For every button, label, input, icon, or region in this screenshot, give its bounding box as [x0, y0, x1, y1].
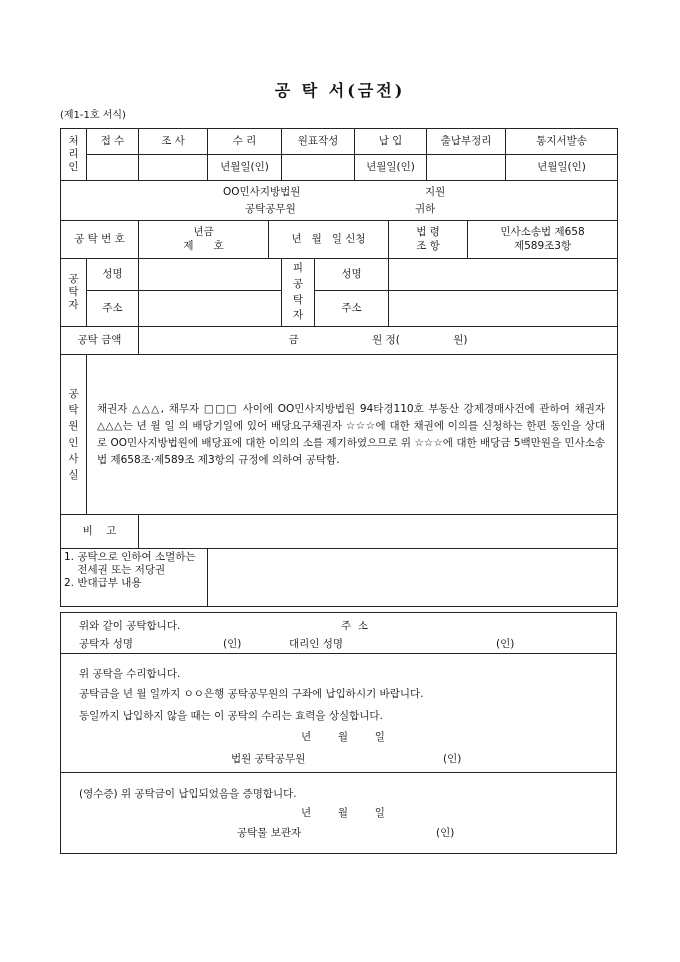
law-value: 민사소송법 제658 제589조3항 — [468, 221, 618, 259]
depositee-label: 피 공 탁 자 — [282, 259, 315, 327]
acceptance-line-1: 위 공탁을 수리합니다. — [79, 668, 181, 680]
receipt-line-1: (영수증) 위 공탁금이 납입되었음을 증명합니다. — [79, 788, 297, 800]
deposit-form-table — [60, 128, 618, 607]
handler-date-payment: 년월일(인) — [355, 155, 427, 181]
depositee-address-field — [389, 291, 618, 327]
handler-date-receipt — [87, 155, 139, 181]
receipt-date: 년 월 일 — [301, 807, 385, 819]
remarks-field — [139, 515, 618, 549]
notes-label — [61, 549, 208, 607]
handler-date-accept: 년월일(인) — [208, 155, 282, 181]
handler-col-receipt: 접 수 — [87, 129, 139, 155]
handler-col-notice: 통지서발송 — [506, 129, 618, 155]
applicant-name-label: 공탁자 성명 — [79, 638, 134, 650]
handler-date-cashbook — [427, 155, 506, 181]
depositee-name-label: 성명 — [315, 259, 389, 291]
handler-label: 처 리 인 — [61, 129, 87, 181]
applicant-statement: 위와 같이 공탁합니다. — [79, 620, 181, 632]
handler-col-inspect: 조 사 — [139, 129, 208, 155]
acceptance-line-3: 동일까지 납입하지 않을 때는 이 공탁의 수리는 효력을 상실합니다. — [79, 710, 383, 722]
amount-field: 금 원 정( 원) — [139, 327, 618, 355]
depositor-address-label: 주소 — [87, 291, 139, 327]
depositor-address-field — [139, 291, 282, 327]
acceptance-officer: 법원 공탁공무원 — [231, 753, 306, 765]
amount-label: 공탁 금액 — [61, 327, 139, 355]
acceptance-line-2: 공탁금을 년 월 일까지 ㅇㅇ은행 공탁공무원의 구좌에 납입하시기 바랍니다. — [79, 688, 424, 700]
applicant-seal: (인) — [223, 638, 242, 650]
court-name: OO민사지방법원 — [223, 185, 301, 198]
agent-seal: (인) — [496, 638, 515, 650]
remarks-label: 비 고 — [61, 515, 139, 549]
deposit-year-label: 년금 — [193, 226, 214, 239]
law-label: 법 령 조 항 — [389, 221, 468, 259]
facts-text: 채권자 △△△, 채무자 □□□ 사이에 OO민사지방법원 94타경110호 부동산 강제경매사건에 관하여 채권자 △△△는 년 월 일 의 배당기일에 있어 배당요구채권자 ☆☆☆에 대한 채권에 이의를 신청하는 한편 동인을 상대로 OO민사지방법원에 배당표에 대한 이의의 소를 제기하였으므로 위 ☆☆☆에 대한 배당금 5백만원을 민사소송법 제658조·제589조 제3항의 규정에 의하여 공탁함. — [87, 355, 618, 515]
handler-col-ledger-make: 원표작성 — [282, 129, 355, 155]
deposit-year-number — [139, 221, 269, 259]
page-title: 공 탁 서(금전) — [274, 81, 406, 100]
handler-col-payment: 납 입 — [355, 129, 427, 155]
handler-col-accept: 수 리 — [208, 129, 282, 155]
applicant-address-label: 주 소 — [341, 620, 368, 632]
receipt-seal: (인) — [436, 827, 455, 839]
depositor-label: 공 탁 자 — [61, 259, 87, 327]
deposit-officer: 공탁공무원 — [245, 202, 296, 215]
applicant-section — [60, 612, 617, 654]
facts-label: 공 탁 원 인 사 실 — [61, 355, 87, 515]
handler-date-ledger-make — [282, 155, 355, 181]
acceptance-date: 년 월 일 — [301, 731, 385, 743]
handler-date-inspect — [139, 155, 208, 181]
deposit-number-label: 공 탁 번 호 — [61, 221, 139, 259]
handler-col-cashbook: 출납부정리 — [427, 129, 506, 155]
depositee-name-field — [389, 259, 618, 291]
apply-date: 년 월 일 신청 — [269, 221, 389, 259]
notes-line-1: 1. 공탁으로 인하여 소멸하는 — [64, 551, 196, 563]
notes-line-3: 2. 반대급부 내용 — [64, 577, 142, 590]
depositor-name-label: 성명 — [87, 259, 139, 291]
notes-field — [208, 549, 618, 607]
court-branch: 지원 — [425, 185, 446, 198]
acceptance-seal: (인) — [443, 753, 462, 765]
deposit-number-field: 제 호 — [183, 239, 224, 252]
addressee-honorific: 귀하 — [415, 202, 436, 215]
addressee-block — [61, 181, 618, 221]
acceptance-section — [60, 653, 617, 773]
notes-line-2: 전세권 또는 저당권 — [64, 564, 166, 577]
depositor-name-field — [139, 259, 282, 291]
form-number: (제1-1호 서식) — [60, 110, 126, 121]
agent-name-label: 대리인 성명 — [289, 638, 344, 650]
receipt-section — [60, 772, 617, 854]
receipt-keeper: 공탁물 보관자 — [237, 827, 302, 839]
depositee-address-label: 주소 — [315, 291, 389, 327]
handler-date-notice: 년월일(인) — [506, 155, 618, 181]
